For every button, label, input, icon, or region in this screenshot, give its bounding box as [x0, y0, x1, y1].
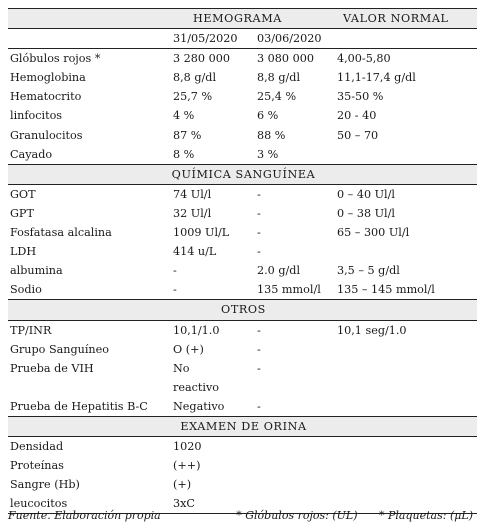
otros-value-2 [255, 378, 335, 397]
orina-row [8, 475, 477, 494]
hemograma-value-2: 3 080 000 [257, 52, 314, 66]
otros-section-header [8, 300, 477, 320]
hemograma-value-1: 25,7 % [173, 90, 213, 104]
otros-parameter: Prueba de Hepatitis B-C [10, 399, 148, 413]
quimica-value-1: 414 u/L [173, 245, 217, 259]
quimica-section-title: QUÍMICA SANGUÍNEA [8, 164, 477, 184]
orina-normal-value [335, 437, 477, 457]
hemograma-row [8, 126, 477, 145]
hemograma-row [8, 49, 477, 69]
quimica-parameter: Sodio [10, 283, 42, 297]
quimica-parameter: albumina [10, 264, 63, 278]
quimica-section-header [8, 164, 477, 184]
orina-parameter: Proteínas [10, 459, 64, 473]
hemograma-parameter: linfocitos [10, 109, 63, 123]
hemograma-parameter: Hemoglobina [10, 71, 86, 85]
hemograma-row [8, 68, 477, 87]
footnotes [218, 509, 473, 522]
quimica-value-1: - [173, 283, 177, 297]
orina-normal-value [335, 475, 477, 494]
orina-value-2 [255, 475, 335, 494]
quimica-row [8, 184, 477, 204]
orina-row [8, 456, 477, 475]
dates-row [8, 29, 477, 49]
otros-normal-value [335, 340, 477, 359]
otros-row [8, 397, 477, 417]
quimica-value-2: 135 mmol/l [257, 283, 321, 297]
orina-parameter: Densidad [10, 440, 64, 454]
hemograma-value-1: 8,8 g/dl [173, 71, 217, 85]
otros-parameter: Prueba de VIH [10, 361, 94, 375]
otros-value-1: 10,1/1.0 [173, 323, 220, 337]
otros-row [8, 320, 477, 340]
quimica-row [8, 242, 477, 261]
hemograma-row [8, 106, 477, 125]
quimica-row [8, 280, 477, 300]
quimica-parameter: Fosfatasa alcalina [10, 226, 112, 240]
hemograma-normal-value: 11,1-17,4 g/dl [337, 71, 416, 85]
otros-value-1: No [173, 361, 190, 375]
hemograma-value-1: 8 % [173, 147, 195, 161]
otros-parameter: Grupo Sanguíneo [10, 342, 109, 356]
orina-value-1: 1020 [173, 440, 202, 454]
hemograma-heading: HEMOGRAMA [171, 9, 335, 29]
quimica-normal-value: 0 – 40 Ul/l [337, 187, 395, 201]
hemograma-value-2: 25,4 % [257, 90, 297, 104]
quimica-normal-value: 135 – 145 mmol/l [337, 283, 435, 297]
orina-value-2 [255, 437, 335, 457]
otros-normal-value: 10,1 seg/1.0 [337, 323, 407, 337]
otros-section-title: OTROS [8, 300, 477, 320]
quimica-value-2: - [257, 226, 261, 240]
quimica-parameter: GOT [10, 187, 36, 201]
quimica-normal-value: 65 – 300 Ul/l [337, 226, 410, 240]
orina-value-1: (+) [173, 478, 192, 492]
otros-value-1: Negativo [173, 399, 225, 413]
hemograma-value-2: 3 % [257, 147, 279, 161]
orina-section-header [8, 416, 477, 436]
hemograma-value-2: 6 % [257, 109, 279, 123]
hemograma-parameter: Hematocrito [10, 90, 82, 104]
otros-value-1: reactivo [173, 380, 220, 394]
otros-normal-value [335, 359, 477, 378]
quimica-row [8, 261, 477, 280]
table-header-row [8, 9, 477, 29]
lab-results-table [8, 8, 477, 514]
header-empty-cell [8, 9, 171, 29]
hemograma-parameter: Granulocitos [10, 128, 83, 142]
quimica-value-1: 74 Ul/l [173, 187, 212, 201]
quimica-parameter: LDH [10, 245, 37, 259]
source-note: Fuente. Elaboración propia [8, 509, 161, 522]
quimica-value-1: - [173, 264, 177, 278]
otros-value-2: - [257, 323, 261, 337]
orina-value-2 [255, 456, 335, 475]
quimica-normal-value: 0 – 38 Ul/l [337, 206, 395, 220]
quimica-value-1: 1009 Ul/L [173, 226, 230, 240]
hemograma-normal-value: 4,00-5,80 [337, 52, 391, 66]
footnote-globulos-rojos: * Glóbulos rojos: (UL) [236, 509, 358, 522]
hemograma-normal-value: 35-50 % [337, 90, 384, 104]
quimica-value-2: 2.0 g/dl [257, 264, 301, 278]
hemograma-value-2: 88 % [257, 128, 286, 142]
valor-normal-heading: VALOR NORMAL [335, 9, 477, 29]
hemograma-normal-value [335, 145, 477, 165]
otros-parameter: TP/INR [10, 323, 52, 337]
hemograma-value-1: 3 280 000 [173, 52, 230, 66]
quimica-row [8, 223, 477, 242]
date-1: 31/05/2020 [171, 29, 255, 49]
otros-normal-value [335, 397, 477, 417]
orina-parameter: leucocitos [8, 494, 171, 514]
otros-row [8, 378, 477, 397]
quimica-value-2: - [257, 245, 261, 259]
orina-normal-value [335, 456, 477, 475]
hemograma-parameter: Cayado [10, 147, 53, 161]
otros-value-2: - [257, 399, 261, 413]
orina-parameter: Sangre (Hb) [10, 478, 80, 492]
otros-normal-value [335, 378, 477, 397]
hemograma-normal-value: 50 – 70 [337, 128, 379, 142]
date-2: 03/06/2020 [255, 29, 335, 49]
orina-section-title: EXAMEN DE ORINA [8, 416, 477, 436]
otros-value-2: - [257, 361, 261, 375]
hemograma-value-1: 4 % [173, 109, 195, 123]
otros-row [8, 359, 477, 378]
hemograma-normal-value: 20 - 40 [337, 109, 377, 123]
otros-value-1: O (+) [173, 342, 204, 356]
otros-value-2: - [257, 342, 261, 356]
quimica-normal-value: 3,5 – 5 g/dl [337, 264, 400, 278]
otros-row [8, 340, 477, 359]
quimica-parameter: GPT [10, 206, 34, 220]
orina-row [8, 437, 477, 457]
hemograma-value-2: 8,8 g/dl [257, 71, 301, 85]
quimica-normal-value [335, 242, 477, 261]
footnote-plaquetas: * Plaquetas: (µL) [379, 509, 473, 522]
quimica-value-2: - [257, 206, 261, 220]
orina-value-1: 3xC [171, 494, 255, 514]
hemograma-row [8, 87, 477, 106]
orina-value-1: (++) [173, 459, 201, 473]
otros-parameter [8, 378, 171, 397]
quimica-value-2: - [257, 187, 261, 201]
hemograma-row [8, 145, 477, 165]
hemograma-value-1: 87 % [173, 128, 202, 142]
hemograma-parameter: Glóbulos rojos * [10, 52, 101, 66]
quimica-row [8, 204, 477, 223]
quimica-value-1: 32 Ul/l [173, 206, 212, 220]
